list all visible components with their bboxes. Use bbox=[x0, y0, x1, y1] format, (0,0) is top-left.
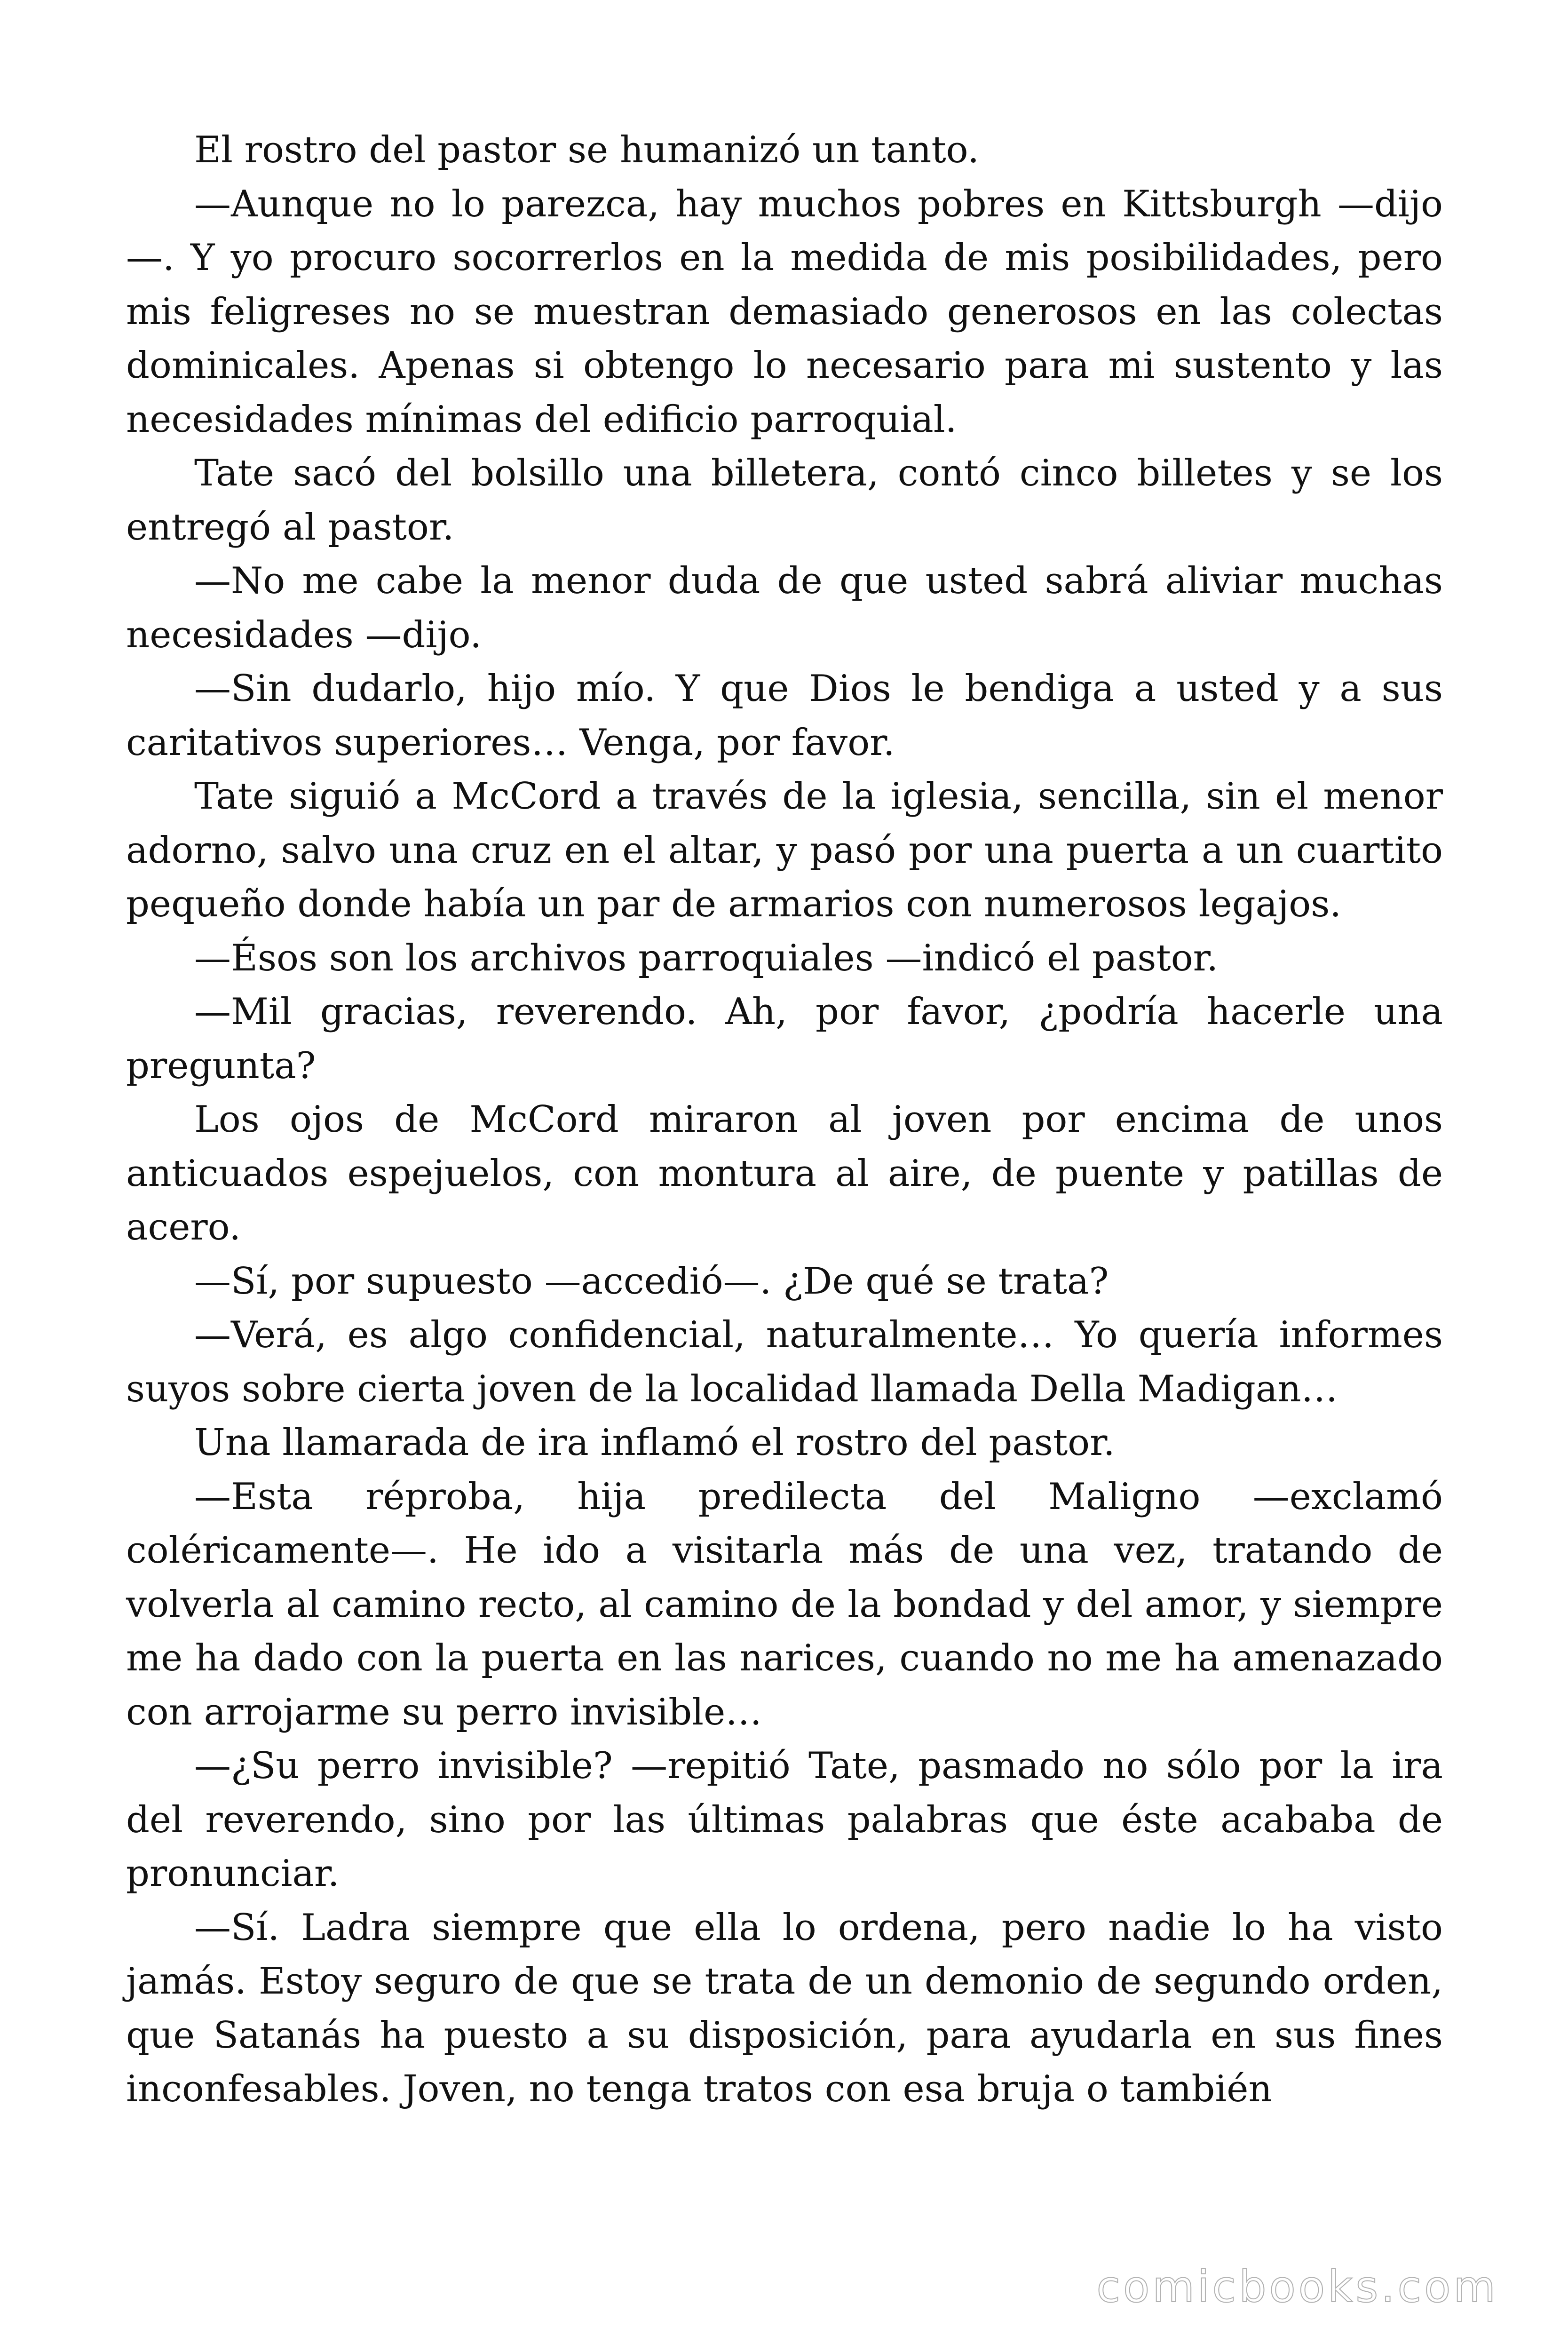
paragraph: —Sí, por supuesto —accedió—. ¿De qué se trata? bbox=[194, 1260, 1109, 1303]
paragraph: —Aunque no lo parezca, hay muchos pobres en Kittsburgh —dijo—. Y yo procuro socorrerlos en la medida de mis posibilidades, pero mis feligreses no se muestran demasiado generosos en las colectas dominicales. Apenas si obtengo lo necesario para mi sustento y las necesidades mínimas del edificio parroquial. bbox=[126, 183, 1443, 441]
paragraph: Tate sacó del bolsillo una billetera, contó cinco billetes y se los entregó al pastor. bbox=[126, 452, 1443, 548]
paragraph: —Sí. Ladra siempre que ella lo ordena, pero nadie lo ha visto jamás. Estoy seguro de que se trata de un demonio de segundo orden, que Satanás ha puesto a su disposición, para ayudarla en sus fines inconfesables. Joven, no tenga tratos con esa bruja o también bbox=[126, 1906, 1443, 2110]
watermark: comicbooks.com bbox=[1096, 2262, 1498, 2312]
paragraph: —¿Su perro invisible? —repitió Tate, pasmado no sólo por la ira del reverendo, sino por las últimas palabras que éste acababa de pronunciar. bbox=[126, 1745, 1443, 1895]
paragraph: —Verá, es algo confidencial, naturalmente… Yo quería informes suyos sobre cierta joven de la localidad llamada Della Madigan… bbox=[126, 1314, 1443, 1410]
paragraph: —Ésos son los archivos parroquiales —indicó el pastor. bbox=[194, 937, 1219, 979]
paragraph: Una llamarada de ira inflamó el rostro del pastor. bbox=[194, 1422, 1115, 1464]
page-text bbox=[126, 123, 1443, 2116]
paragraph: —No me cabe la menor duda de que usted sabrá aliviar muchas necesidades —dijo. bbox=[126, 560, 1443, 656]
paragraph: —Sin dudarlo, hijo mío. Y que Dios le bendiga a usted y a sus caritativos superiores… Venga, por favor. bbox=[126, 667, 1443, 764]
paragraph: Los ojos de McCord miraron al joven por encima de unos anticuados espejuelos, con montura al aire, de puente y patillas de acero. bbox=[126, 1098, 1443, 1248]
paragraph: El rostro del pastor se humanizó un tanto. bbox=[194, 129, 980, 171]
paragraph: —Mil gracias, reverendo. Ah, por favor, ¿podría hacerle una pregunta? bbox=[126, 991, 1443, 1087]
paragraph: —Esta réproba, hija predilecta del Maligno —exclamó coléricamente—. He ido a visitarla más de una vez, tratando de volverla al camino recto, al camino de la bondad y del amor, y siempre me ha dado con la puerta en las narices, cuando no me ha amenazado con arrojarme su perro invisible… bbox=[126, 1475, 1443, 1733]
paragraph: Tate siguió a McCord a través de la iglesia, sencilla, sin el menor adorno, salvo una cruz en el altar, y pasó por una puerta a un cuartito pequeño donde había un par de armarios con numerosos legajos. bbox=[126, 775, 1443, 925]
